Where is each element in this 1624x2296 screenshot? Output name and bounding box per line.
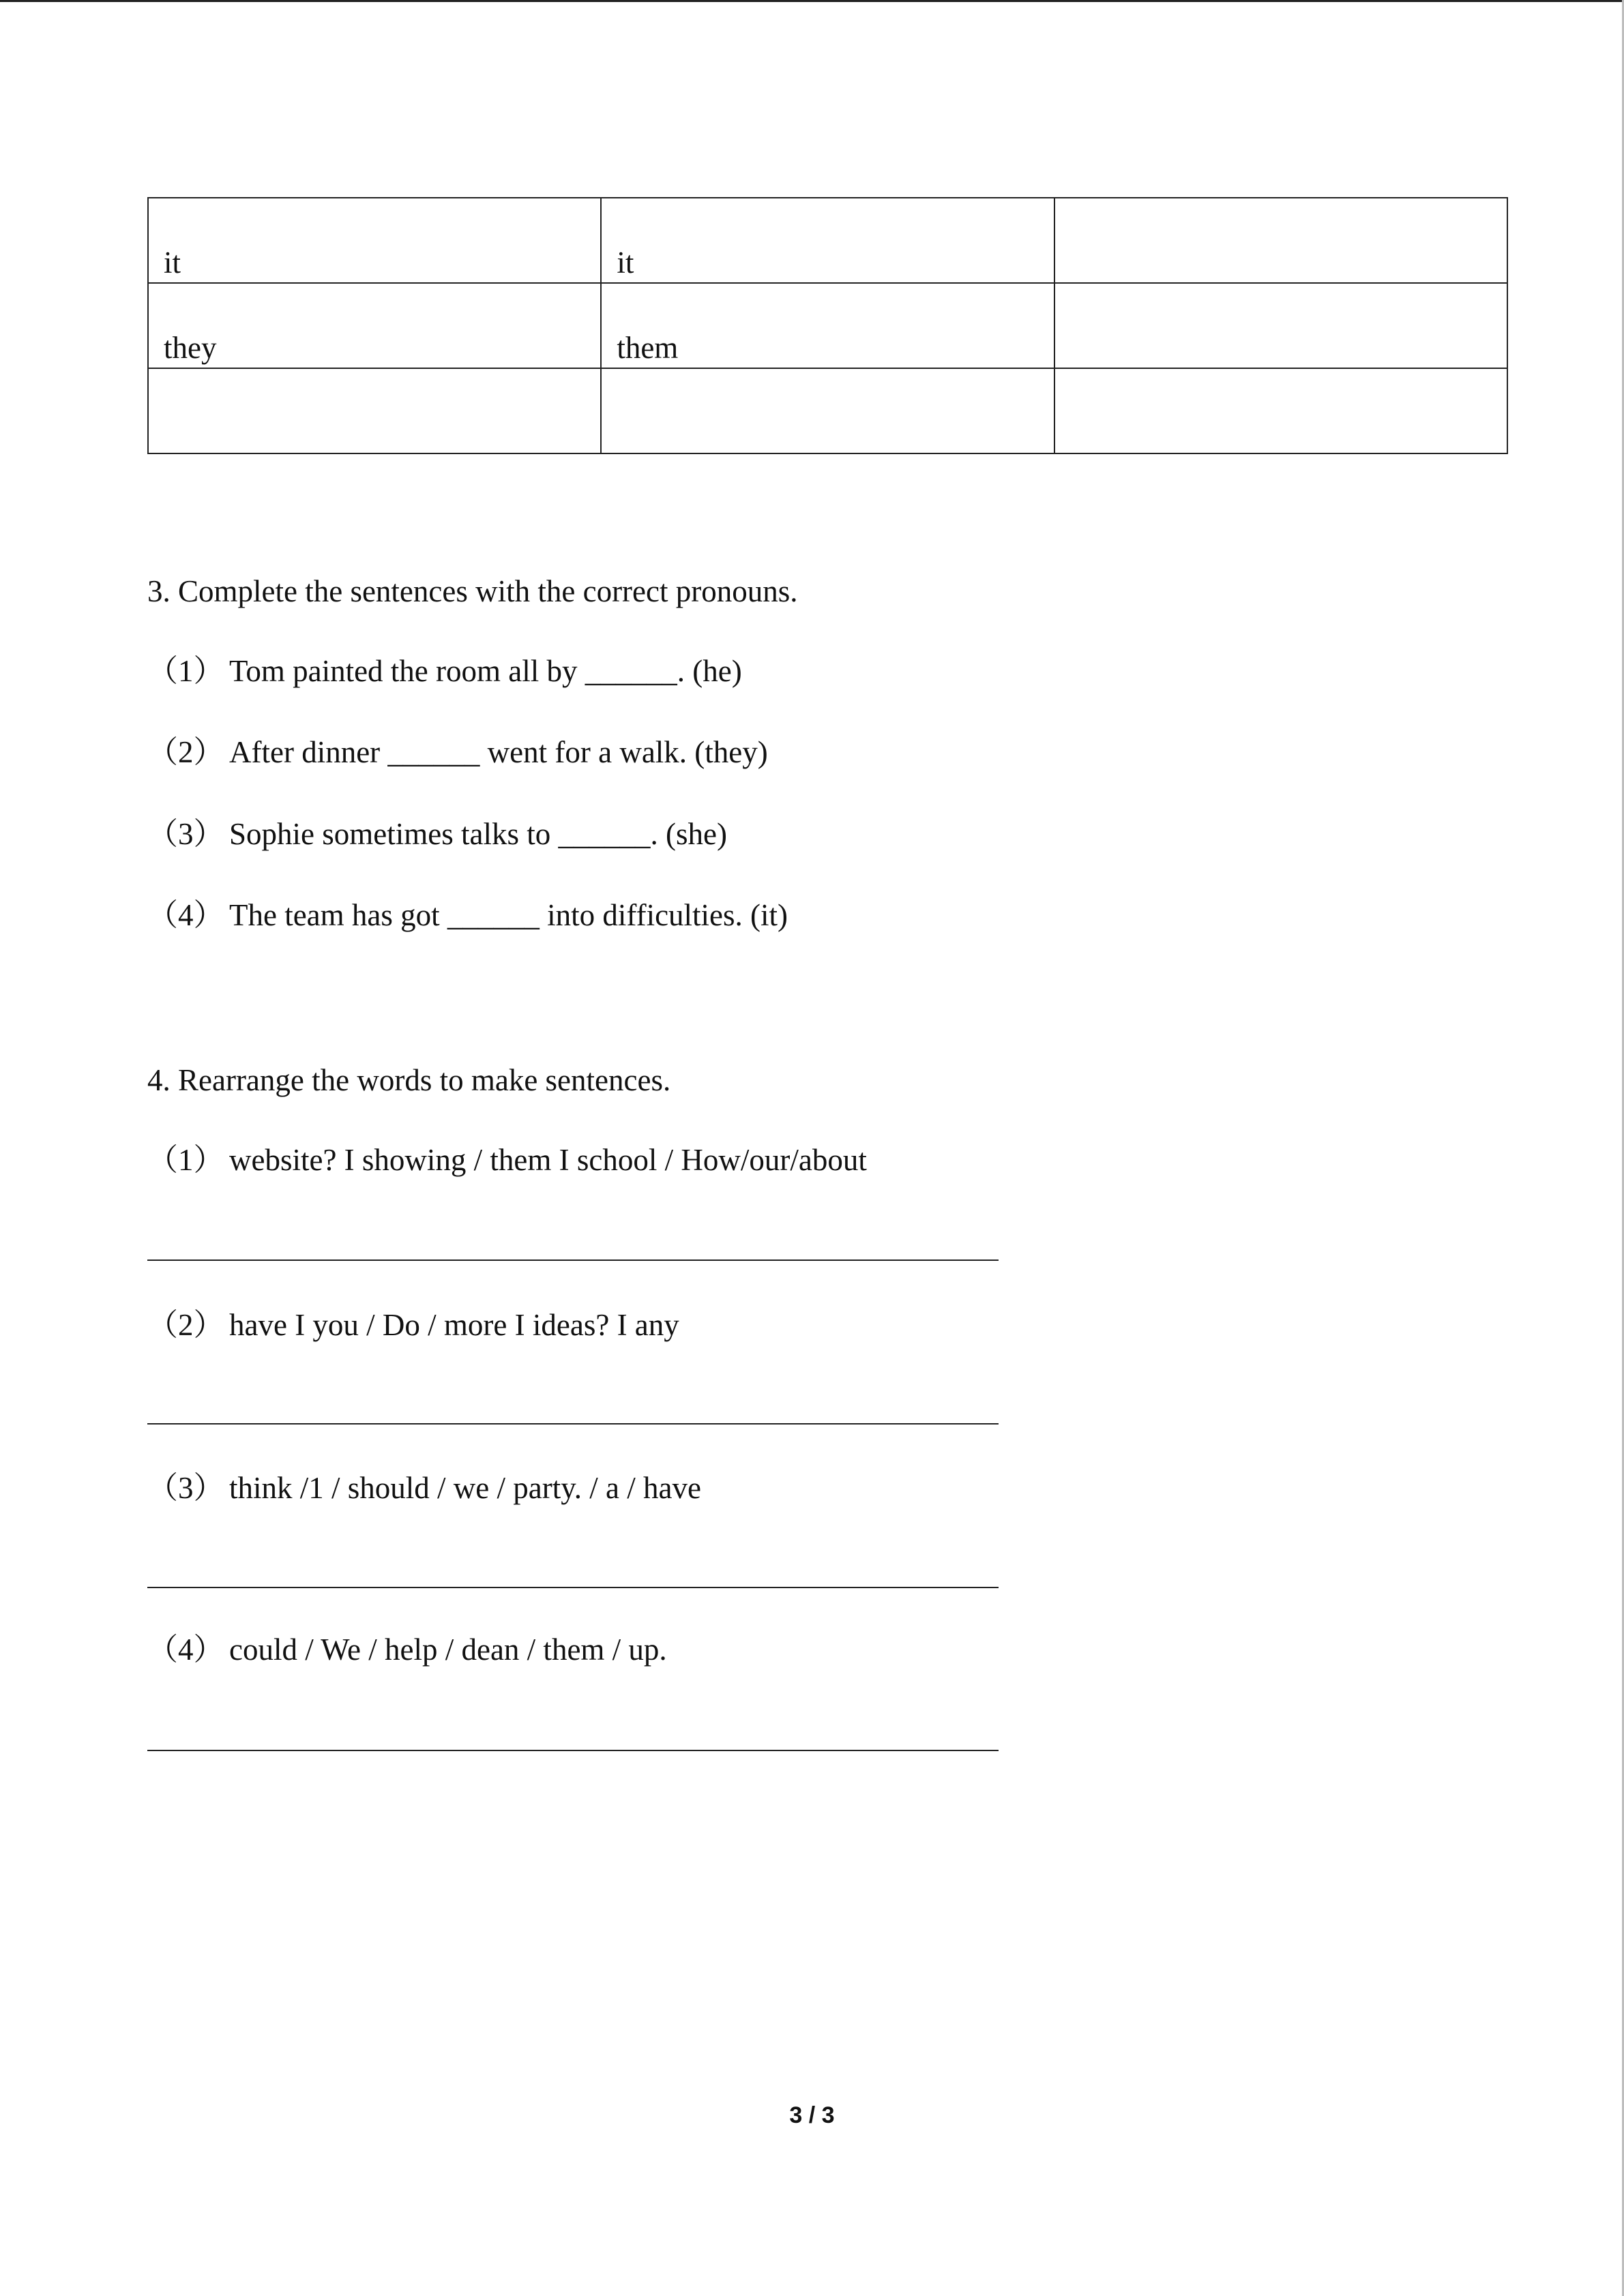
table-cell: it [148,198,601,283]
page-top-border [0,0,1624,2]
item-text: Sophie sometimes talks to ______. (she) [229,817,727,851]
answer-line[interactable] [147,1259,999,1261]
item-number: （1） [147,654,224,688]
list-item [147,653,742,689]
item-number: （3） [147,1471,224,1505]
item-text: have I you / Do / more I ideas? I any [229,1308,679,1342]
list-item [147,1142,867,1178]
table-cell [1054,198,1507,283]
section-title: 4. Rearrange the words to make sentences. [147,1063,671,1097]
page-number: 3 / 3 [789,2102,835,2128]
item-number: （2） [147,1308,224,1342]
answer-line[interactable] [147,1587,999,1588]
table-row [148,283,1507,368]
table-cell [148,368,601,453]
item-number: （1） [147,1143,224,1177]
list-item [147,734,768,771]
section-rearrange-words [147,1062,1443,1764]
list-item [147,1631,667,1668]
table-cell: they [148,283,601,368]
answer-line[interactable] [147,1750,999,1751]
item-number: （4） [147,1632,224,1667]
list-item [147,1470,701,1506]
section-title: 3. Complete the sentences with the correct pronouns. [147,574,798,608]
item-number: （3） [147,817,224,851]
list-item [147,816,727,852]
item-text: After dinner ______ went for a walk. (they) [229,735,768,769]
table-cell: it [601,198,1054,283]
answer-line[interactable] [147,1423,999,1425]
table-row [148,368,1507,453]
table-row [148,198,1507,283]
list-item [147,897,788,934]
item-number: （4） [147,898,224,932]
section-complete-sentences [147,573,1443,955]
table-cell [1054,368,1507,453]
item-text: think /1 / should / we / party. / a / have [229,1471,701,1505]
table-cell: them [601,283,1054,368]
table-cell [601,368,1054,453]
item-text: could / We / help / dean / them / up. [229,1632,667,1667]
item-text: website? I showing / them I school / How/our/about [229,1143,867,1177]
item-text: Tom painted the room all by ______. (he) [229,654,742,688]
table-cell [1054,283,1507,368]
pronoun-table [147,197,1508,454]
item-text: The team has got ______ into difficulties. (it) [229,898,788,932]
item-number: （2） [147,735,224,769]
list-item [147,1307,679,1343]
